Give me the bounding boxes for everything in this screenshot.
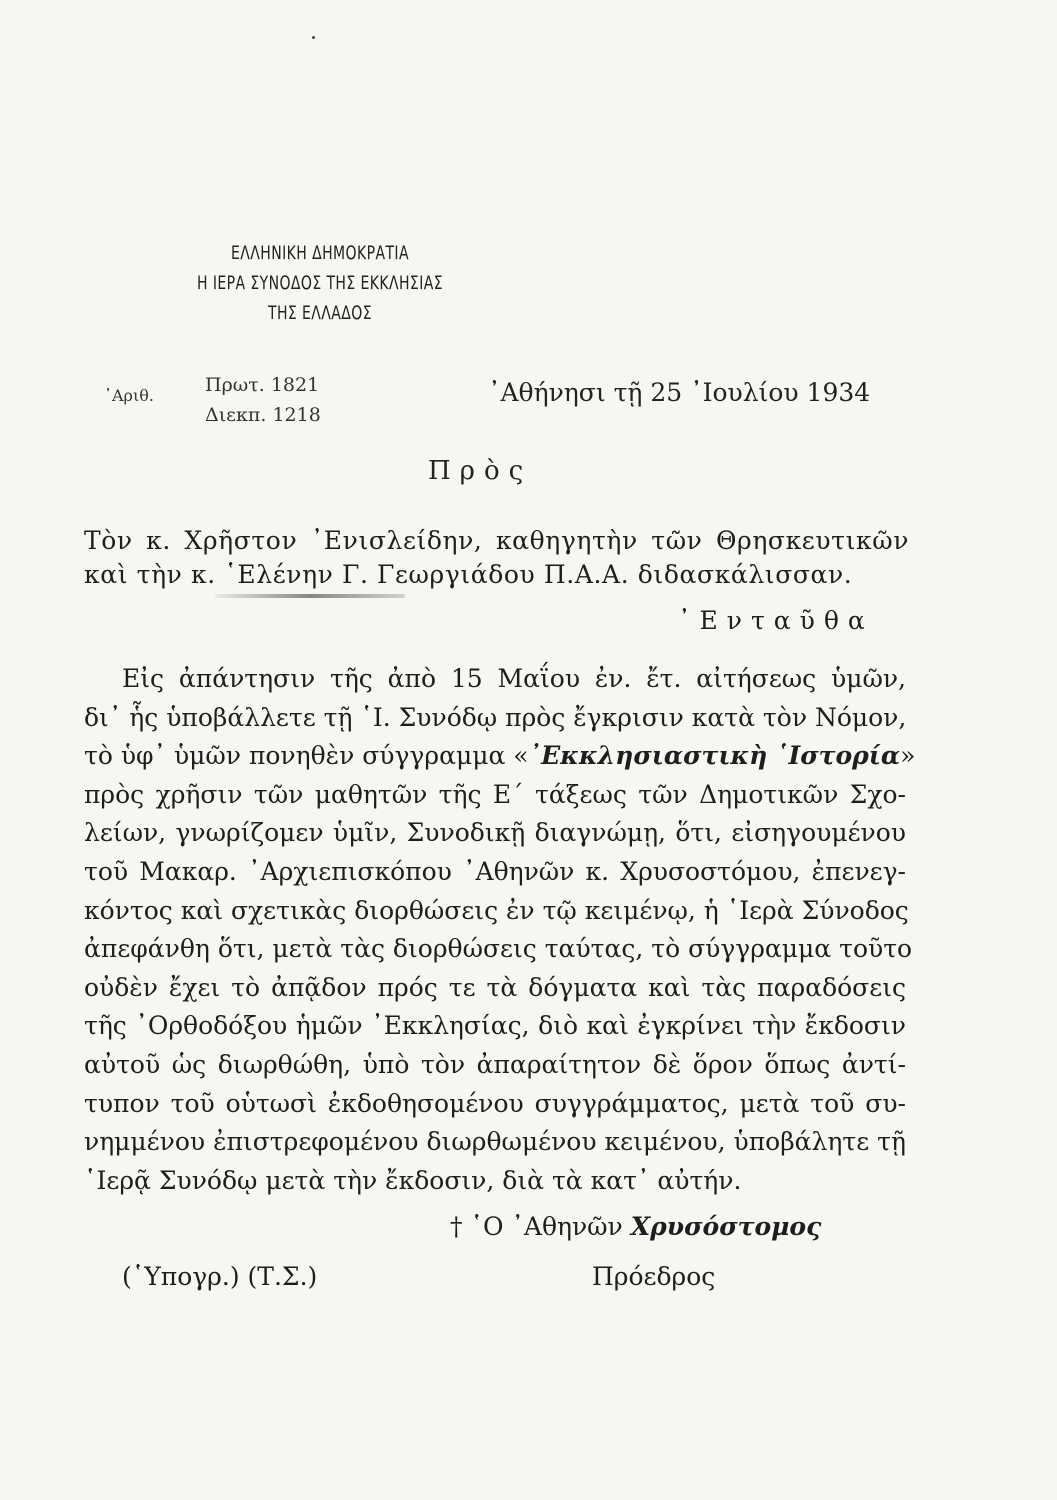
body-line: δι᾽ ἧς ὑποβάλλετε τῇ ῾Ι. Συνόδῳ πρὸς ἔγκρισιν κατὰ τὸν Νόμον, [84,702,907,732]
body-line: τῆς ᾽Ορθοδόξου ἡμῶν ᾽Εκκλησίας, διὸ καὶ ἐγκρίνει τὴν ἔκδοσιν [84,1011,906,1041]
body-line: πρὸς χρῆσιν τῶν μαθητῶν τῆς Ε΄ τάξεως τῶν Δημοτικῶν Σχο- [84,779,906,809]
body-line: αὐτοῦ ὡς διωρθώθη, ὑπὸ τὸν ἀπαραίτητον δὲ ὅρον ὅπως ἀντί- [84,1049,906,1079]
location-word: ᾽Ενταῦθα [678,606,874,635]
body-line: λείων, γνωρίζομεν ὑμῖν, Συνοδικῇ διαγνώμῃ, ὅτι, εἰσηγουμένου [84,818,906,848]
dispatch-number: Διεκπ. 1218 [205,404,321,426]
body-line: κόντος καὶ σχετικὰς διορθώσεις ἐν τῷ κειμένῳ, ἡ ῾Ιερὰ Σύνοδος [84,895,909,925]
body-line [84,737,916,776]
letter-body [84,660,916,1200]
addressee-line-1: Τὸν κ. Χρῆστον ᾽Ενισλείδην, καθηγητὴν τῶν Θρησκευτικῶν [84,526,909,555]
letterhead-line-1: ΕΛΛΗΝΙΚΗ ΔΗΜΟΚΡΑΤΙΑ [231,242,409,264]
body-line: Εἰς ἀπάντησιν τῆς ἀπὸ 15 Μαΐου ἐν. ἔτ. αἰτήσεως ὑμῶν, [122,664,906,693]
reference-label: ᾽Αριθ. [104,386,154,405]
body-line: ῾Ιερᾷ Συνόδῳ μετὰ τὴν ἔκδοσιν, διὰ τὰ κατ᾽ αὐτήν. [84,1165,742,1195]
body-line: νημμένου ἐπιστρεφομένου διωρθωμένου κειμένου, ὑποβάλητε τῇ [84,1127,906,1157]
signature-prefix: † ῾Ο ᾽Αθηνῶν [450,1212,623,1241]
body-line-part: τὸ ὑφ᾽ ὑμῶν πονηθὲν σύγγραμμα « [84,741,529,771]
addressee-line-2: καὶ τὴν κ. ῾Ελένην Γ. Γεωργιάδου Π.Α.Α. διδασκάλισσαν. [84,560,853,589]
pencil-underline [215,594,405,598]
reference-numbers [205,370,321,430]
body-line: ἀπεφάνθη ὅτι, μετὰ τὰς διορθώσεις ταύτας, τὸ σύγγραμμα τοῦτο [84,934,913,964]
letterhead-line-2: Η ΙΕΡΑ ΣΥΝΟΔΟΣ ΤΗΣ ΕΚΚΛΗΣΙΑΣ [197,272,443,294]
signatory-role: Πρόεδρος [592,1262,716,1291]
signatory-name: Χρυσόστομος [630,1212,822,1241]
body-line: τοῦ Μακαρ. ᾽Αρχιεπισκόπου ᾽Αθηνῶν κ. Χρυσοστόμου, ἐπενεγ- [84,856,906,886]
letterhead [120,238,520,328]
body-line: οὐδὲν ἔχει τὸ ἀπᾷδον πρός τε τὰ δόγματα καὶ τὰς παραδόσεις [84,972,906,1002]
letter-date: ᾽Αθήνησι τῇ 25 ᾽Ιουλίου 1934 [488,378,871,407]
signed-seal-note: (῾Υπογρ.) (Τ.Σ.) [122,1262,318,1291]
body-line-part: » [900,741,916,771]
ink-dot [312,36,315,39]
salutation-heading: Πρὸς [428,456,533,486]
book-title: ᾽Εκκλησιαστικὴ ῾Ιστορία [528,741,901,771]
body-line: τυπον τοῦ οὑτωσὶ ἐκδοθησομένου συγγράμματος, μετὰ τοῦ συ- [84,1088,906,1118]
signature-line [450,1212,821,1241]
letterhead-line-3: ΤΗΣ ΕΛΛΑΔΟΣ [267,302,373,324]
protocol-number: Πρωτ. 1821 [205,374,320,396]
